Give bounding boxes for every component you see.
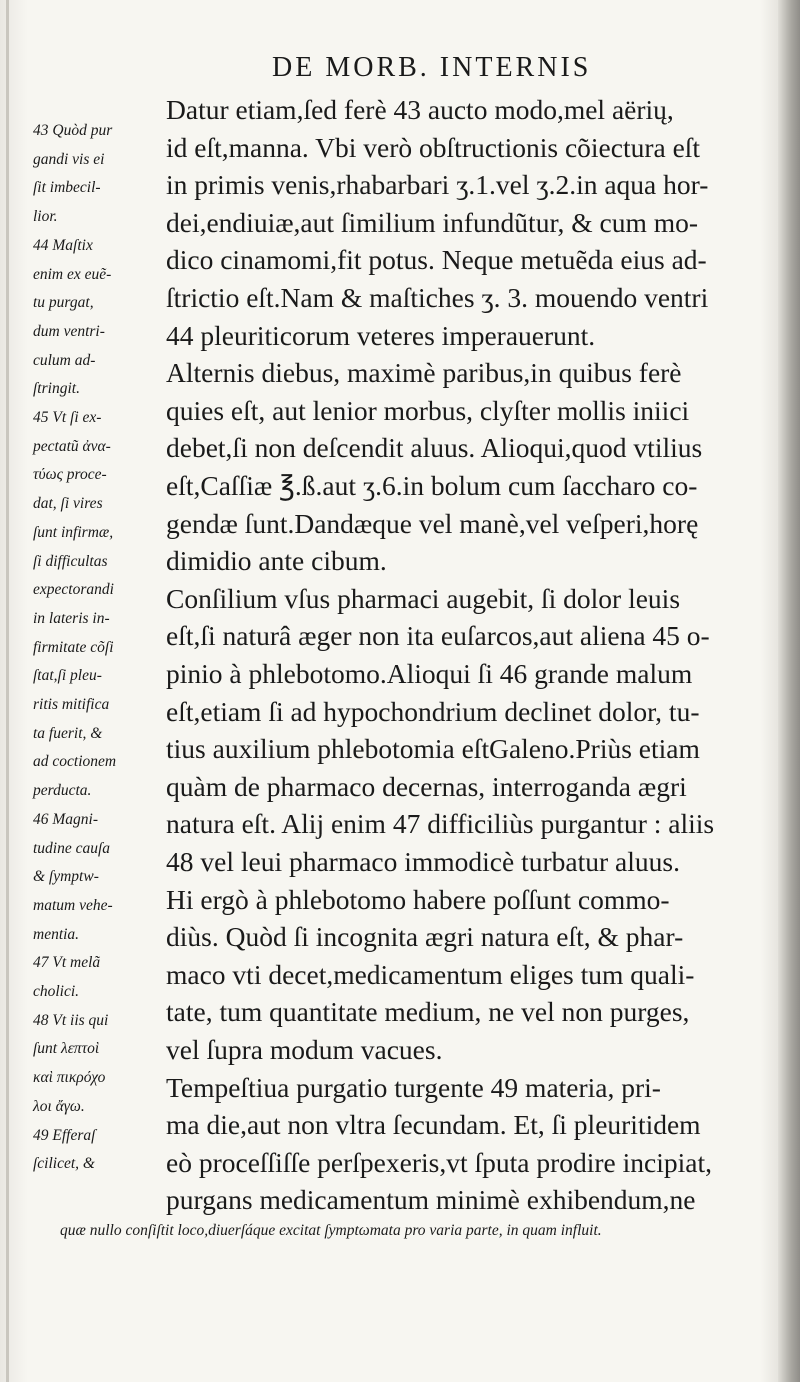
margin-note-line: & ſymptw-: [33, 868, 99, 886]
text-line: Hi ergò à phlebotomo habere poſſunt commo-: [166, 883, 670, 915]
margin-note-line: ad coctionem: [33, 753, 117, 771]
text-line: pinio à phlebotomo.Alioqui ſi 46 grande malum: [166, 658, 693, 689]
text-line: eò proceſſiſſe perſpexeris,vt ſputa prodire incipiat,: [166, 1146, 712, 1178]
running-head: DE MORB. INTERNIS: [272, 52, 592, 83]
text-line: id eſt,manna. Vbi verò obſtructionis cõiectura eſt: [166, 131, 701, 163]
text-line: purgans medicamentum minimè exhibendum,ne: [166, 1184, 696, 1216]
text-line: vel ſupra modum vacues.: [166, 1034, 443, 1065]
text-line: maco vti decet,medicamentum eliges tum quali-: [166, 958, 695, 990]
text-line: tate, tum quantitate medium, ne vel non purges,: [166, 996, 690, 1028]
margin-note-line: ſit imbecil-: [33, 179, 101, 197]
text-line: Alternis diebus, maximè paribus,in quibus ferè: [166, 357, 682, 389]
margin-note-line: ſunt λεπτοὶ: [33, 1040, 100, 1058]
margin-note-line: mentia.: [33, 925, 80, 943]
text-line: eſt,Caſſiæ ℥.ß.aut ʒ.6.in bolum cum ſaccharo co-: [166, 470, 698, 501]
margin-note-line: 46 Magni-: [33, 810, 99, 828]
margin-note-line: firmitate cõſi: [33, 638, 114, 656]
margin-note-line: 49 Efferaſ: [33, 1126, 96, 1144]
margin-note-line: tudine cauſa: [33, 839, 111, 857]
margin-note-line: dum ventri-: [33, 322, 105, 340]
margin-note-line: in lateris in-: [33, 609, 110, 627]
text-line: natura eſt. Alij enim 47 difficiliùs purgantur : aliis: [166, 808, 715, 840]
margin-note-line: ſunt infirmæ,: [33, 523, 114, 541]
margin-note-line: tu purgat,: [33, 294, 94, 312]
margin-note-line: ritis mitifica: [33, 696, 110, 713]
text-line: in primis venis,rhabarbari ʒ.1.vel ʒ.2.in aqua hor-: [166, 169, 709, 201]
margin-note-line: enim ex euẽ-: [33, 265, 112, 283]
margin-note-line: ſtringit.: [33, 380, 80, 398]
margin-note-line: pectatũ ἀνα-: [33, 437, 111, 455]
margin-note-line: lior.: [33, 208, 58, 226]
margin-note-line: ſi difficultas: [33, 552, 108, 570]
margin-note-line: gandi vis ei: [33, 150, 105, 168]
margin-note-line: dat, ſi vires: [33, 495, 103, 513]
margin-note-line: 43 Quòd pur: [33, 122, 113, 139]
margin-note-line: culum ad-: [33, 351, 96, 369]
margin-note-line: καὶ πικρόχο: [33, 1069, 106, 1087]
margin-note-line: 44 Maſtix: [33, 236, 93, 254]
text-line: Tempeſtiua purgatio turgente 49 materia, pri-: [166, 1071, 661, 1103]
page-left-edge: [6, 0, 9, 1382]
text-line: ma die,aut non vltra ſecundam. Et, ſi pleuritidem: [166, 1109, 701, 1141]
margin-note-line: 47 Vt melã: [33, 954, 101, 972]
margin-note-line: 48 Vt iis qui: [33, 1011, 109, 1029]
margin-note-line: λοι ἄγω.: [33, 1097, 85, 1115]
text-line: diùs. Quòd ſi incognita ægri natura eſt, & phar-: [166, 921, 684, 953]
margin-note-line: matum vehe-: [33, 896, 113, 914]
text-line: Conſilium vſus pharmaci augebit, ſi dolor leuis: [166, 582, 681, 614]
text-line: quàm de pharmaco decernas, interroganda ægri: [166, 770, 687, 802]
margin-note-line: perducta.: [33, 782, 92, 800]
text-line: quies eſt, aut lenior morbus, clyſter mollis iniici: [166, 394, 690, 426]
text-line: gendæ ſunt.Dandæque vel manè,vel veſperi,horę: [166, 507, 699, 539]
text-line: 44 pleuriticorum veteres imperauerunt.: [166, 319, 596, 351]
text-line: dimidio ante cibum.: [166, 545, 387, 577]
text-line: 48 vel leui pharmaco immodicè turbatur aluus.: [166, 846, 680, 877]
text-line: eſt,ſi naturâ æger non ita euſarcos,aut aliena 45 o-: [166, 620, 710, 652]
margin-note-line: cholici.: [33, 983, 80, 1000]
margin-note-line: ſtat,ſi pleu-: [33, 667, 102, 685]
margin-note-line: ſcilicet, &: [33, 1155, 95, 1173]
page-right-edge-shadow: [778, 0, 800, 1382]
text-line: Datur etiam,ſed ferè 43 aucto modo,mel aërių,: [166, 94, 674, 125]
margin-note-line: τύως proce-: [33, 466, 107, 484]
text-line: dei,endiuiæ,aut ſimilium infundũtur, & cum mo-: [166, 206, 699, 238]
margin-note-line: ta fuerit, &: [33, 724, 103, 742]
text-line: eſt,etiam ſi ad hypochondrium declinet dolor, tu-: [166, 695, 700, 727]
text-line: dico cinamomi,fit potus. Neque metuẽda eius ad-: [166, 244, 707, 276]
text-line: tius auxilium phlebotomia eſtGaleno.Priùs etiam: [166, 733, 700, 765]
margin-note-line: 45 Vt ſi ex-: [33, 409, 102, 426]
bottom-margin-note: quæ nullo conſiſtit loco,diuerſáque excitat ſymptωmata pro varia parte, in quam influit.: [60, 1222, 602, 1239]
text-line: debet,ſi non deſcendit aluus. Alioqui,quod vtilius: [166, 432, 703, 464]
text-line: ſtrictio eſt.Nam & maſtiches ʒ. 3. mouendo ventri: [166, 282, 709, 313]
margin-note-line: expectorandi: [33, 581, 114, 599]
